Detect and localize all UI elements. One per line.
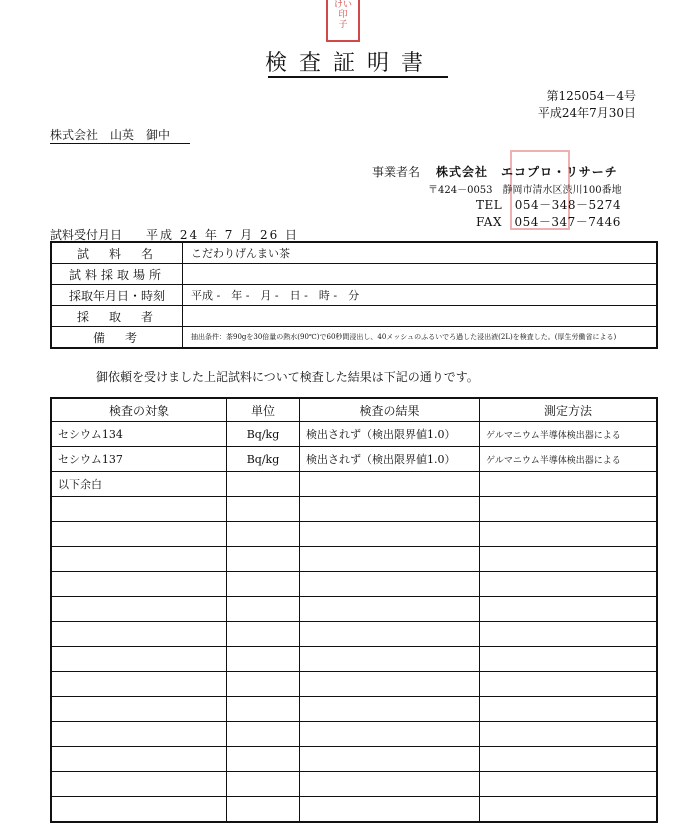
header-target: 検査の対象 [51, 398, 227, 422]
cell-unit [227, 497, 300, 522]
cell-result [300, 647, 480, 672]
cell-method [480, 597, 658, 622]
business-tel: TEL 054－348－5274 [476, 198, 622, 212]
cell-result [300, 472, 480, 497]
cell-target: セシウム134 [51, 422, 227, 447]
results-table [50, 397, 658, 823]
cell-result [300, 622, 480, 647]
cell-method [480, 572, 658, 597]
info-value: 平成 - 年 - 月 - 日 - 時 - 分 [183, 285, 658, 306]
cell-method [480, 797, 658, 823]
info-value [183, 306, 658, 327]
business-name: 株式会社 エコプロ・リサーチ [436, 165, 618, 179]
info-value [183, 264, 658, 285]
cell-method [480, 497, 658, 522]
info-row [51, 264, 657, 285]
table-row [51, 747, 657, 772]
cell-target [51, 672, 227, 697]
info-row [51, 242, 657, 264]
info-row [51, 285, 657, 306]
info-label: 試 料 名 [51, 242, 183, 264]
cell-unit [227, 597, 300, 622]
seal-text: 印 [338, 10, 348, 20]
cell-unit [227, 747, 300, 772]
table-row [51, 422, 657, 447]
cell-target [51, 572, 227, 597]
cell-result [300, 547, 480, 572]
statement-text: 御依頼を受けました上記試料について検査した結果は下記の通りです。 [96, 370, 479, 384]
doc-number: 第125054－4号 [546, 89, 636, 103]
cell-result [300, 572, 480, 597]
cell-unit [227, 547, 300, 572]
cell-target [51, 597, 227, 622]
cell-target [51, 547, 227, 572]
seal-text: 子 [338, 20, 348, 30]
table-row [51, 722, 657, 747]
info-label: 試料採取場所 [51, 264, 183, 285]
table-row [51, 522, 657, 547]
cell-unit [227, 797, 300, 823]
cell-result [300, 522, 480, 547]
cell-target [51, 647, 227, 672]
cell-unit [227, 472, 300, 497]
info-row [51, 306, 657, 327]
cell-target [51, 772, 227, 797]
header-unit: 単位 [227, 398, 300, 422]
table-row [51, 472, 657, 497]
cell-unit: Bq/kg [227, 422, 300, 447]
cell-target [51, 522, 227, 547]
cell-unit: Bq/kg [227, 447, 300, 472]
cell-unit [227, 572, 300, 597]
info-row [51, 327, 657, 349]
red-seal-top [326, 0, 360, 42]
cell-unit [227, 622, 300, 647]
cell-unit [227, 522, 300, 547]
cell-method: ゲルマニウム半導体検出器による [480, 422, 658, 447]
info-label: 採取年月日・時刻 [51, 285, 183, 306]
cell-unit [227, 772, 300, 797]
business-label: 事業者名 [372, 165, 421, 179]
cell-result [300, 797, 480, 823]
cell-result [300, 597, 480, 622]
cell-result [300, 672, 480, 697]
addressee-underline [50, 143, 190, 144]
cell-result: 検出されず（検出限界値1.0） [300, 447, 480, 472]
cell-result [300, 747, 480, 772]
cell-target: セシウム137 [51, 447, 227, 472]
table-row [51, 572, 657, 597]
business-address: 〒424－0053 静岡市清水区渋川100番地 [428, 185, 622, 196]
info-value: 抽出条件：茶90gを30倍量の熱水(90℃)で60秒間浸出し、40メッシュのふるいでろ過した浸出液(2L)を検査した。(厚生労働省による) [183, 327, 658, 349]
cell-unit [227, 672, 300, 697]
table-row [51, 597, 657, 622]
cell-target [51, 722, 227, 747]
document-title: 検査証明書 [264, 51, 435, 76]
cell-method [480, 672, 658, 697]
table-row [51, 647, 657, 672]
info-value: こだわりげんまい茶 [183, 242, 658, 264]
cell-method [480, 747, 658, 772]
cell-unit [227, 647, 300, 672]
title-underline [268, 76, 448, 78]
cell-method [480, 472, 658, 497]
sample-info-table [50, 241, 658, 349]
table-row [51, 447, 657, 472]
info-label: 備 考 [51, 327, 183, 349]
header-method: 測定方法 [480, 398, 658, 422]
cell-method [480, 622, 658, 647]
cell-target: 以下余白 [51, 472, 227, 497]
cell-result [300, 697, 480, 722]
received-value: 平成 24 年 7 月 26 日 [146, 228, 300, 242]
cell-result [300, 497, 480, 522]
seal-text: けい [333, 0, 352, 10]
cell-target [51, 622, 227, 647]
cell-method [480, 647, 658, 672]
cell-method: ゲルマニウム半導体検出器による [480, 447, 658, 472]
results-header-row [51, 398, 657, 422]
table-row [51, 697, 657, 722]
cell-unit [227, 697, 300, 722]
doc-date: 平成24年7月30日 [537, 106, 636, 120]
table-row [51, 622, 657, 647]
cell-unit [227, 722, 300, 747]
cell-result [300, 772, 480, 797]
cell-method [480, 522, 658, 547]
cell-method [480, 697, 658, 722]
business-fax: FAX 054－347－7446 [476, 215, 621, 229]
table-row [51, 772, 657, 797]
cell-target [51, 747, 227, 772]
addressee: 株式会社 山英 御中 [50, 128, 171, 142]
cell-result [300, 722, 480, 747]
table-row [51, 672, 657, 697]
cell-target [51, 797, 227, 823]
table-row [51, 547, 657, 572]
cell-method [480, 772, 658, 797]
header-result: 検査の結果 [300, 398, 480, 422]
received-label: 試料受付月日 [50, 228, 123, 242]
cell-target [51, 697, 227, 722]
cell-result: 検出されず（検出限界値1.0） [300, 422, 480, 447]
table-row [51, 497, 657, 522]
cell-target [51, 497, 227, 522]
cell-method [480, 722, 658, 747]
info-label: 採 取 者 [51, 306, 183, 327]
table-row [51, 797, 657, 823]
cell-method [480, 547, 658, 572]
doc-number-block [538, 88, 636, 122]
